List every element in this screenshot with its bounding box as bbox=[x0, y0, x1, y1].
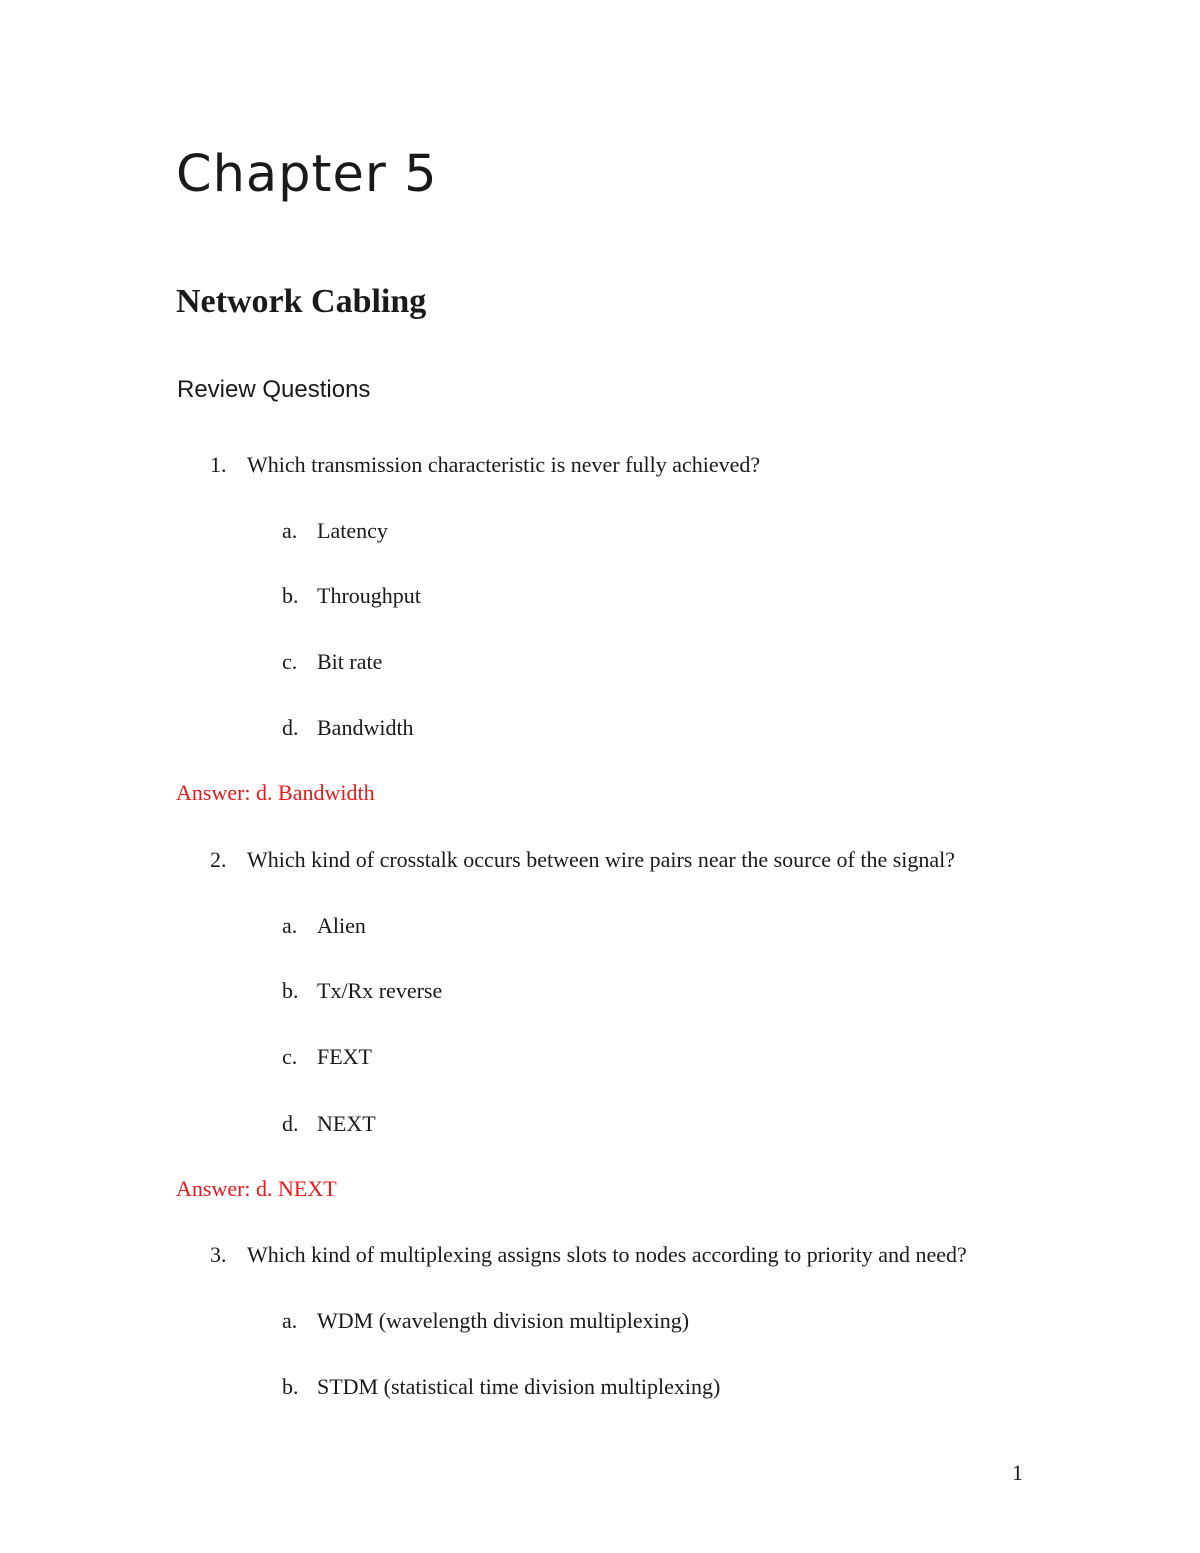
option-text: Bit rate bbox=[317, 649, 383, 674]
question-number: 2. bbox=[210, 847, 227, 872]
option-text: Throughput bbox=[317, 583, 421, 608]
question-text: Which kind of multiplexing assigns slots to nodes according to priority and need? bbox=[247, 1242, 967, 1267]
option-text: Alien bbox=[317, 913, 366, 938]
option-letter: a. bbox=[282, 518, 298, 543]
chapter-title: Chapter 5 bbox=[176, 145, 438, 204]
question-text: Which kind of crosstalk occurs between wire pairs near the source of the signal? bbox=[247, 847, 956, 872]
option-letter: d. bbox=[282, 1111, 299, 1136]
option-text: Latency bbox=[317, 518, 388, 543]
option-text: FEXT bbox=[317, 1044, 372, 1069]
answer-text: Answer: d. NEXT bbox=[176, 1176, 337, 1201]
question-number: 1. bbox=[210, 452, 227, 477]
option-letter: a. bbox=[282, 913, 298, 938]
question-number: 3. bbox=[210, 1242, 227, 1267]
option-letter: b. bbox=[282, 978, 299, 1003]
option-text: Bandwidth bbox=[317, 715, 414, 740]
option-letter: c. bbox=[282, 649, 298, 674]
option-text: NEXT bbox=[317, 1111, 376, 1136]
option-letter: b. bbox=[282, 583, 299, 608]
page-number: 1 bbox=[1012, 1460, 1023, 1485]
subsection-title: Review Questions bbox=[177, 376, 371, 403]
question-text: Which transmission characteristic is never fully achieved? bbox=[247, 452, 761, 477]
option-letter: a. bbox=[282, 1308, 298, 1333]
option-letter: c. bbox=[282, 1044, 298, 1069]
option-text: Tx/Rx reverse bbox=[317, 978, 443, 1003]
option-letter: b. bbox=[282, 1374, 299, 1399]
option-letter: d. bbox=[282, 715, 299, 740]
option-text: WDM (wavelength division multiplexing) bbox=[317, 1308, 690, 1333]
option-text: STDM (statistical time division multiplexing) bbox=[317, 1374, 721, 1399]
answer-text: Answer: d. Bandwidth bbox=[176, 780, 375, 805]
section-title: Network Cabling bbox=[176, 283, 427, 320]
